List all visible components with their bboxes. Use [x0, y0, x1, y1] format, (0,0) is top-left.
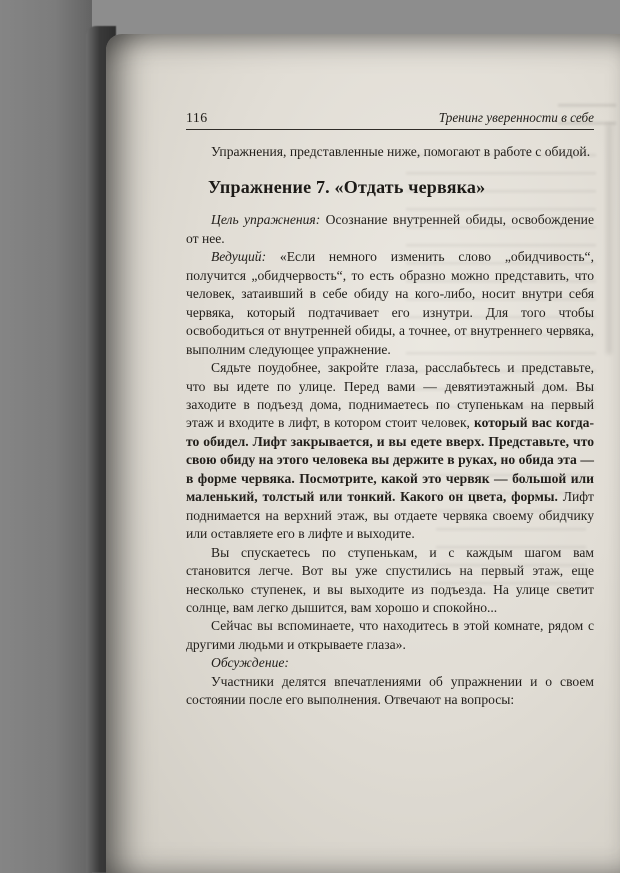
running-title: Тренинг уверенности в себе — [438, 110, 594, 125]
visualization-text-bold: который вас когда-то обидел. Лифт закрывается, и вы едете вверх. Представьте, что свою обиду на этого человека вы держите в руках, но обида эта — в форме червяка. Посмотрите, какой это червяк — большой или маленький, толстый или тонкий. Какого он цвета, формы. — [186, 415, 594, 505]
visualization-text-end: Лифт поднимается на верхний этаж, вы отдаете червяка своему обидчику или оставляете его в лифте и выходите. — [186, 489, 594, 542]
running-header — [186, 110, 594, 130]
exercise-heading: Упражнение 7. «Отдать червяка» — [208, 177, 486, 198]
paragraph-visualization — [186, 359, 594, 544]
page-number: 116 — [186, 110, 208, 125]
paragraph-leader — [186, 248, 594, 359]
leader-label: Ведущий: — [211, 249, 267, 265]
goal-text: Осознание внутренней обиды, освобождение от нее. — [186, 212, 594, 246]
paragraph-awakening: Сейчас вы вспоминаете, что находитесь в этой комнате, рядом с другими людьми и открываете глаза». — [186, 618, 594, 652]
page-content — [186, 110, 594, 710]
paragraph-discussion: Участники делятся впечатлениями об упражнении и о своем состоянии после его выполнения. Отвечают на вопросы: — [186, 673, 594, 708]
scan-background-strip — [0, 0, 92, 873]
paragraph-goal — [186, 211, 594, 248]
visualization-text-start: Сядьте поудобнее, закройте глаза, расслабьтесь и представьте, что вы идете по улице. Перед вами — девятиэтажный дом. Вы заходите в подъезд дома, поднимаетесь по ступенькам на первый этаж и входите в лифт, в котором стоит человек, — [186, 360, 594, 431]
paragraph-descent: Вы спускаетесь по ступенькам, и с каждым шагом вам становится легче. Вот вы уже спустились на первый этаж, еще несколько ступенек, и вы выходите из подъезда. На улице светит солнце, вам легко дышится, вам хорошо и спокойно... — [186, 544, 594, 615]
leader-text: «Если немного изменить слово „обидчивость“, получится „обидчервость“, то есть образно можно представить, что человек, затаивший в себе обиду на кого-либо, носит внутри себя червяка, который подтачивает его изнутри. Для того чтобы освободиться от внутренней обиды, а точнее, от внутреннего червяка, выполним следующее упражнение. — [186, 249, 594, 357]
book-page — [106, 34, 620, 873]
discussion-label: Обсуждение: — [211, 655, 289, 671]
bleed-through-edge — [606, 124, 612, 354]
goal-label: Цель упражнения: — [211, 212, 321, 228]
paragraph-intro: Упражнения, представленные ниже, помогают в работе с обидой. — [211, 144, 591, 159]
